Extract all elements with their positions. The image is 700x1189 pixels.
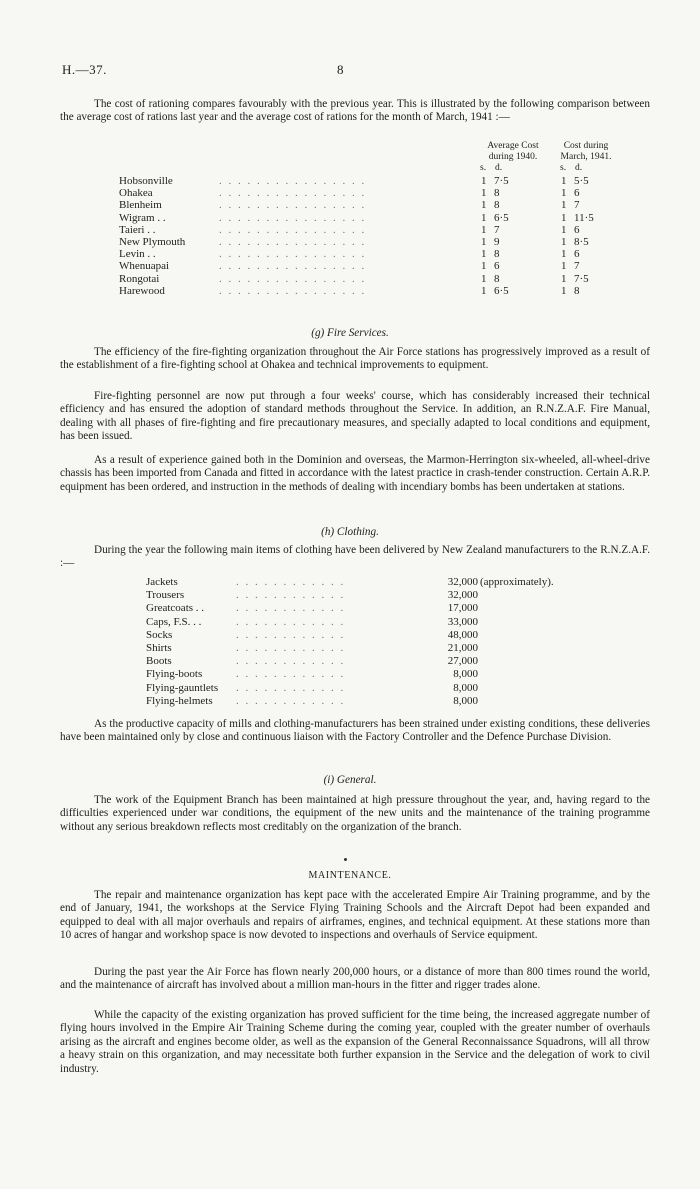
clothing-quantity: 32,000	[447, 576, 478, 588]
ration-unit-d: d.	[495, 163, 503, 173]
avg-cost-shillings: 1	[481, 175, 487, 187]
leader-dots: . . . . . . . . . . . . . . . .	[219, 175, 367, 187]
rationing-intro: The cost of rationing compares favourably with the previous year. This is illustrated by the following comparison between the average cost of rations last year and the average cost of rations for the month of March, 1941 :—	[60, 98, 650, 124]
station-name: Taieri . .	[119, 223, 156, 236]
leader-dots: . . . . . . . . . . . . . . . .	[219, 272, 367, 285]
avg-cost-pence: 8	[494, 187, 500, 200]
ration-unit-d: d.	[575, 163, 583, 173]
clothing-quantity: 8,000	[453, 694, 478, 707]
avg-cost-pence: 8	[494, 248, 500, 261]
clothing-item: Shirts	[146, 642, 172, 654]
section-heading-fire-services: (g) Fire Services.	[311, 327, 389, 339]
avg-cost-pence: 6	[494, 260, 500, 273]
station-name: Ohakea	[119, 187, 153, 200]
maintenance-paragraph-2: During the past year the Air Force has flown nearly 200,000 hours, or a distance of more than 800 times round the world, and the maintenance of aircraft has involved about a million man-hours in the fitter and rigger trades alone.	[60, 966, 650, 992]
fire-paragraph-1: The efficiency of the fire-fighting organization throughout the Air Force stations has progressively improved as a result of the establishment of a fire-fighting school at Ohakea and technical improvements to equipment.	[60, 346, 650, 372]
clothing-item: Flying-helmets	[146, 694, 213, 707]
march-cost-pence: 6	[574, 223, 580, 236]
march-cost-shillings: 1	[561, 175, 567, 187]
clothing-row	[146, 682, 606, 694]
clothing-item: Boots	[146, 655, 172, 668]
leader-dots: . . . . . . . . . . . .	[236, 694, 346, 707]
leader-dots: . . . . . . . . . . . .	[236, 642, 346, 654]
leader-dots: . . . . . . . . . . . . . . . .	[219, 248, 367, 261]
station-name: Blenheim	[119, 199, 162, 212]
ration-row	[119, 285, 639, 297]
maintenance-paragraph-1: The repair and maintenance organization has kept pace with the accelerated Empire Air Training programme, and by the end of January, 1941, the workshops at the Service Flying Training Schools and the Aircraft Depot had been expanded and equipped to deal with all major overhauls and repairs of airframes, engines, and technical equipment. At these stations more than 10 acres of hangar and workshop space is now devoted to inspections and overhauls of Service equipment.	[60, 889, 650, 942]
avg-cost-shillings: 1	[481, 272, 487, 285]
ration-row	[119, 224, 639, 236]
fire-paragraph-3: As a result of experience gained both in the Dominion and overseas, the Marmon-Herrington six-wheeled, all-wheel-drive chassis has been imported from Canada and fitted in accordance with the latest practice in crash-tender construction. Certain A.R.P. equipment has been ordered, and instruction in the methods of dealing with incendiary bombs has been undertaken at stations.	[60, 454, 650, 493]
ration-row	[119, 236, 639, 248]
march-cost-pence: 11·5	[574, 211, 594, 224]
avg-cost-shillings: 1	[481, 223, 487, 236]
station-name: Levin . .	[119, 248, 156, 261]
march-cost-shillings: 1	[561, 211, 567, 224]
march-cost-shillings: 1	[561, 284, 567, 297]
march-cost-shillings: 1	[561, 199, 567, 212]
leader-dots: . . . . . . . . . . . .	[236, 615, 346, 628]
ration-col-avg-head: Average Cost during 1940.	[487, 141, 539, 162]
march-cost-shillings: 1	[561, 260, 567, 273]
clothing-item: Jackets	[146, 576, 178, 588]
ration-row	[119, 273, 639, 285]
station-name: Harewood	[119, 284, 165, 297]
avg-cost-shillings: 1	[481, 284, 487, 297]
clothing-item: Flying-boots	[146, 668, 203, 681]
ration-row	[119, 187, 639, 199]
clothing-row	[146, 655, 606, 667]
section-heading-clothing: (h) Clothing.	[321, 526, 379, 538]
avg-cost-pence: 8	[494, 199, 500, 212]
avg-cost-pence: 8	[494, 272, 500, 285]
leader-dots: . . . . . . . . . . . . . . . .	[219, 260, 367, 273]
leader-dots: . . . . . . . . . . . . . . . .	[219, 187, 367, 200]
march-cost-shillings: 1	[561, 248, 567, 261]
clothing-quantity: 27,000	[447, 655, 478, 668]
avg-cost-shillings: 1	[481, 260, 487, 273]
leader-dots: . . . . . . . . . . . .	[236, 668, 346, 681]
clothing-quantity: 8,000	[453, 681, 478, 694]
avg-cost-shillings: 1	[481, 199, 487, 212]
leader-dots: . . . . . . . . . . . .	[236, 589, 346, 602]
ration-col-march-head: Cost during March, 1941.	[560, 141, 612, 162]
ration-unit-s: s.	[560, 163, 567, 173]
clothing-note: (approximately).	[480, 576, 554, 588]
march-cost-pence: 7	[574, 199, 580, 212]
clothing-item: Flying-gauntlets	[146, 681, 219, 694]
avg-cost-pence: 9	[494, 236, 500, 248]
clothing-row	[146, 576, 606, 588]
clothing-row	[146, 668, 606, 680]
avg-cost-shillings: 1	[481, 248, 487, 261]
leader-dots: . . . . . . . . . . . .	[236, 681, 346, 694]
station-name: Hobsonville	[119, 175, 173, 187]
leader-dots: . . . . . . . . . . . . . . . .	[219, 236, 367, 248]
avg-cost-shillings: 1	[481, 187, 487, 200]
clothing-quantity: 32,000	[447, 589, 478, 602]
avg-cost-pence: 7·5	[494, 175, 509, 187]
leader-dots: . . . . . . . . . . . .	[236, 576, 346, 588]
section-heading-maintenance: MAINTENANCE.	[308, 870, 392, 881]
leader-dots: . . . . . . . . . . . . . . . .	[219, 211, 367, 224]
maintenance-paragraph-3: While the capacity of the existing organization has proved sufficient for the time being, the increased aggregate number of flying hours involved in the Empire Air Training Scheme during the coming year, coupled with the greater number of overhauls arising as the aircraft and engines become older, as well as the expansion of the General Reconnaissance Squadrons, will all throw a heavy strain on this organization, and may necessitate both further expansion in the Service and the delegation of work to civil industry.	[60, 1009, 650, 1075]
march-cost-pence: 7·5	[574, 272, 589, 285]
ration-row	[119, 260, 639, 272]
march-cost-shillings: 1	[561, 236, 567, 248]
clothing-quantity: 48,000	[447, 628, 478, 641]
document-reference: H.—37.	[62, 62, 107, 77]
avg-cost-pence: 6·5	[494, 284, 509, 297]
march-cost-pence: 6	[574, 187, 580, 200]
clothing-row	[146, 629, 606, 641]
fire-paragraph-2: Fire-fighting personnel are now put through a four weeks' course, which has considerably increased their technical efficiency and has ensured the adoption of standard methods throughout the Service. In addition, an R.N.Z.A.F. Fire Manual, dealing with all phases of fire-fighting and fire precautionary measures, and specially adapted to local conditions and equipment, has been issued.	[60, 390, 650, 443]
clothing-quantity: 17,000	[447, 602, 478, 615]
clothing-paragraph-2: As the productive capacity of mills and clothing-manufacturers has been strained under existing conditions, these deliveries have been maintained only by close and continuous liaison with the Factory Controller and the Defence Purchase Division.	[60, 718, 650, 744]
clothing-quantity: 21,000	[447, 642, 478, 654]
station-name: Whenuapai	[119, 260, 170, 273]
march-cost-shillings: 1	[561, 223, 567, 236]
clothing-item: Socks	[146, 628, 173, 641]
section-heading-general: (i) General.	[323, 774, 377, 786]
leader-dots: . . . . . . . . . . . . . . . .	[219, 223, 367, 236]
avg-cost-pence: 6·5	[494, 211, 509, 224]
page-number: 8	[337, 62, 344, 77]
march-cost-pence: 8	[574, 284, 580, 297]
avg-cost-pence: 7	[494, 223, 500, 236]
march-cost-pence: 7	[574, 260, 580, 273]
march-cost-shillings: 1	[561, 272, 567, 285]
station-name: Wigram . .	[119, 211, 166, 224]
ration-row	[119, 212, 639, 224]
leader-dots: . . . . . . . . . . . . . . . .	[219, 199, 367, 212]
march-cost-pence: 5·5	[574, 175, 589, 187]
clothing-quantity: 33,000	[447, 615, 478, 628]
ration-unit-s: s.	[480, 163, 487, 173]
station-name: Rongotai	[119, 272, 160, 285]
clothing-row	[146, 589, 606, 601]
general-paragraph: The work of the Equipment Branch has been maintained at high pressure throughout the year, and, having regard to the difficulties experienced under war conditions, the equipment of the new units and the maintenance of the training programme without any serious breakdown reflects most creditably on the organization of the branch.	[60, 794, 650, 833]
clothing-intro: During the year the following main items of clothing have been delivered by New Zealand manufacturers to the R.N.Z.A.F. :—	[60, 544, 650, 570]
ration-row	[119, 248, 639, 260]
leader-dots: . . . . . . . . . . . . . . . .	[219, 284, 367, 297]
march-cost-shillings: 1	[561, 187, 567, 200]
clothing-item: Caps, F.S. . .	[146, 615, 202, 628]
avg-cost-shillings: 1	[481, 236, 487, 248]
decorative-dot	[344, 858, 347, 861]
leader-dots: . . . . . . . . . . . .	[236, 628, 346, 641]
ration-row	[119, 175, 639, 187]
clothing-row	[146, 642, 606, 654]
clothing-item: Greatcoats . .	[146, 602, 205, 615]
march-cost-pence: 8·5	[574, 236, 589, 248]
clothing-quantity: 8,000	[453, 668, 478, 681]
march-cost-pence: 6	[574, 248, 580, 261]
clothing-row	[146, 602, 606, 614]
clothing-item: Trousers	[146, 589, 185, 602]
ration-row	[119, 199, 639, 211]
leader-dots: . . . . . . . . . . . .	[236, 602, 346, 615]
leader-dots: . . . . . . . . . . . .	[236, 655, 346, 668]
station-name: New Plymouth	[119, 236, 186, 248]
avg-cost-shillings: 1	[481, 211, 487, 224]
clothing-row	[146, 695, 606, 707]
clothing-row	[146, 616, 606, 628]
